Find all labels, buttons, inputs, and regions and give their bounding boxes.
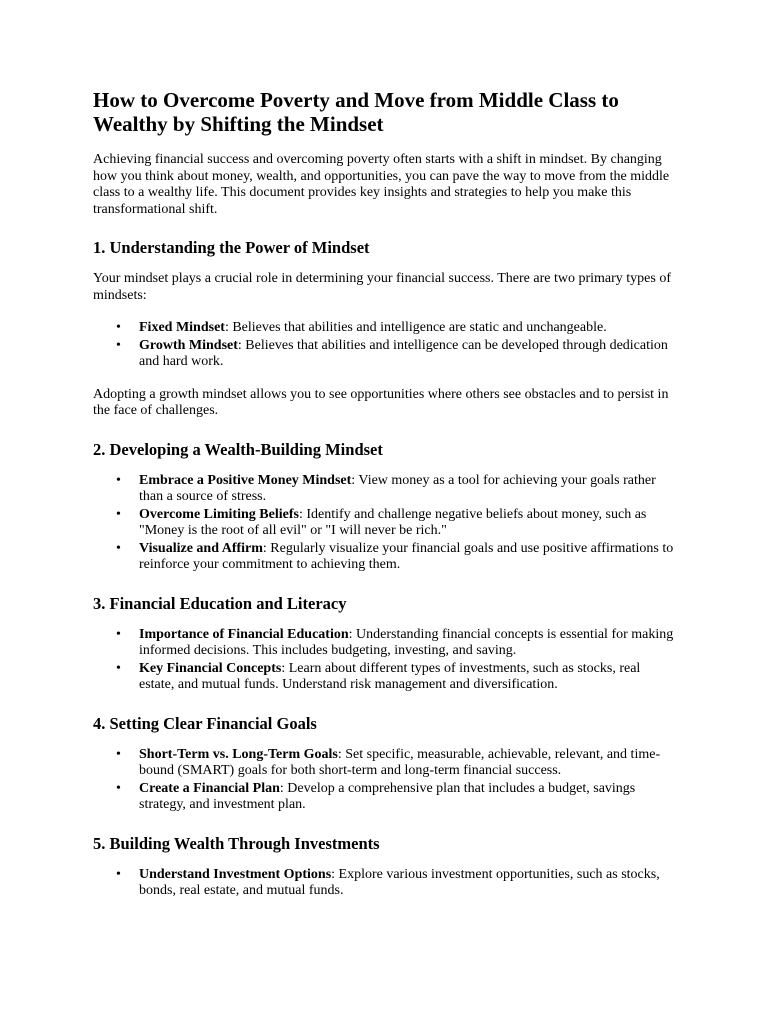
list-item	[116, 320, 678, 337]
bullet-list	[93, 747, 678, 814]
document-title: How to Overcome Poverty and Move from Middle Class to Wealthy by Shifting the Mindset	[93, 88, 619, 136]
bullet-icon: •	[116, 472, 121, 488]
list-item	[116, 660, 678, 694]
list-item-term: Growth Mindset	[139, 337, 238, 353]
list-item	[116, 780, 678, 814]
list-item-term: Overcome Limiting Beliefs	[139, 506, 299, 522]
bullet-list	[93, 320, 678, 371]
section-heading: 5. Building Wealth Through Investments	[93, 833, 380, 853]
bullet-icon: •	[116, 506, 121, 522]
bullet-list	[93, 627, 678, 694]
bullet-icon: •	[116, 540, 121, 556]
list-item-term: Key Financial Concepts	[139, 660, 282, 676]
section-paragraph: Adopting a growth mindset allows you to see opportunities where others see obstacles and to persist in the face of challenges.	[93, 386, 669, 418]
list-item	[116, 472, 678, 506]
section-paragraph: Your mindset plays a crucial role in determining your financial success. There are two primary types of mindsets:	[93, 271, 671, 303]
bullet-icon: •	[116, 660, 121, 676]
bullet-icon: •	[116, 337, 121, 353]
bullet-icon: •	[116, 746, 121, 762]
bullet-list	[93, 867, 678, 900]
list-item	[116, 337, 678, 371]
bullet-icon: •	[116, 320, 121, 335]
list-item	[116, 746, 678, 780]
list-item-term: Embrace a Positive Money Mindset	[139, 472, 352, 488]
list-item-term: Understand Investment Options	[139, 866, 332, 882]
list-item-term: Visualize and Affirm	[139, 540, 263, 556]
list-item-term: Importance of Financial Education	[139, 626, 349, 642]
list-item-text: : Develop a comprehensive plan that includes a budget, savings strategy, and investment plan.	[139, 780, 636, 812]
list-item	[116, 626, 678, 660]
bullet-list	[93, 473, 678, 574]
list-item-text: : Understanding financial concepts is essential for making informed decisions. This includes budgeting, investing, and saving.	[139, 626, 674, 658]
bullet-icon: •	[116, 626, 121, 642]
list-item-text: : Learn about different types of investments, such as stocks, real estate, and mutual funds. Understand risk management and diversification.	[139, 660, 641, 692]
list-item	[116, 540, 678, 574]
list-item-text: : View money as a tool for achieving your goals rather than a source of stress.	[139, 472, 656, 504]
list-item-text: : Explore various investment opportunities, such as stocks, bonds, real estate, and mutual funds.	[139, 866, 660, 898]
list-item-term: Create a Financial Plan	[139, 780, 280, 796]
list-item-text: : Believes that abilities and intelligence are static and unchangeable.	[224, 320, 607, 335]
list-item-text: : Believes that abilities and intelligence can be developed through dedication and hard work.	[139, 337, 668, 369]
list-item-text: : Regularly visualize your financial goals and use positive affirmations to reinforce your commitment to achieving them.	[139, 540, 674, 572]
list-item	[116, 866, 678, 900]
bullet-icon: •	[116, 780, 121, 796]
list-item-term: Short-Term vs. Long-Term Goals	[139, 746, 338, 762]
section-heading: 2. Developing a Wealth-Building Mindset	[93, 439, 383, 459]
intro-paragraph: Achieving financial success and overcoming poverty often starts with a shift in mindset. By changing how you think about money, wealth, and opportunities, you can pave the way to move from the middle class to a wealthy life. This document provides key insights and strategies to help you make this transformational shift.	[93, 152, 670, 217]
bullet-icon: •	[116, 866, 121, 882]
list-item-term: Fixed Mindset	[139, 320, 225, 335]
section-heading: 1. Understanding the Power of Mindset	[93, 238, 370, 257]
section-heading: 4. Setting Clear Financial Goals	[93, 713, 317, 733]
list-item-text: : Identify and challenge negative beliefs about money, such as "Money is the root of all evil" or "I will never be rich."	[139, 506, 647, 538]
list-item	[116, 506, 678, 540]
section-heading: 3. Financial Education and Literacy	[93, 593, 347, 613]
list-item-text: : Set specific, measurable, achievable, relevant, and time-bound (SMART) goals for both short-term and long-term financial success.	[139, 746, 661, 778]
